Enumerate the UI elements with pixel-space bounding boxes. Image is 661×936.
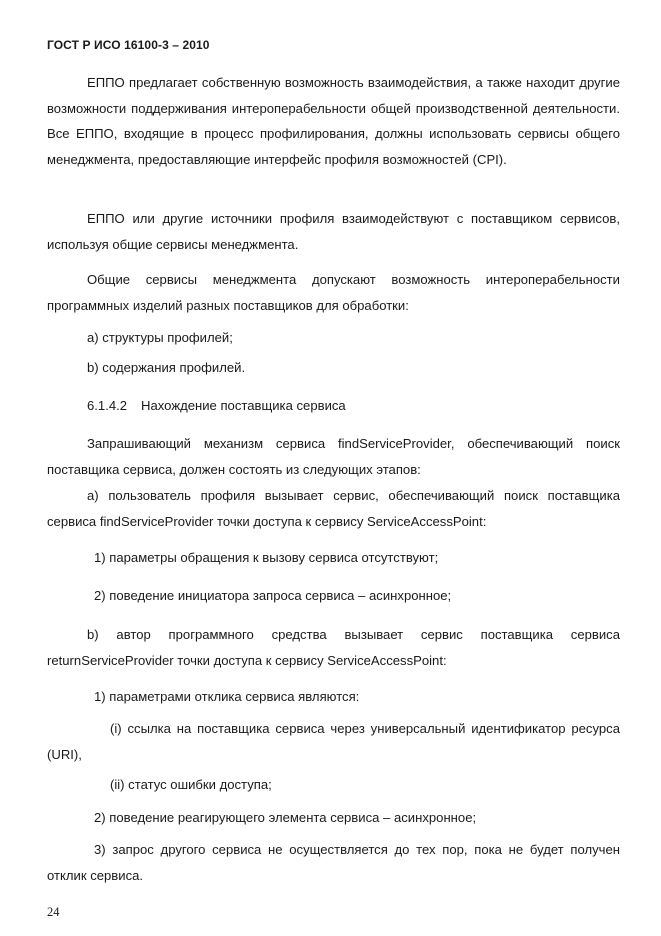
- step-b-2: 2) поведение реагирующего элемента сервиса – асинхронное;: [94, 810, 477, 825]
- paragraph-2: ЕППО или другие источники профиля взаимодействуют с поставщиком сервисов, используя общие сервисы менеджмента.: [47, 211, 620, 252]
- paragraph-4: Запрашивающий механизм сервиса findServiceProvider, обеспечивающий поиск поставщика сервиса, должен состоять из следующих этапов:: [47, 436, 620, 477]
- list-item-b: b) содержания профилей.: [87, 360, 246, 375]
- document-header: ГОСТ Р ИСО 16100-3 – 2010: [47, 38, 210, 52]
- step-b-1-ii: (ii) статус ошибки доступа;: [110, 777, 272, 792]
- section-title: Нахождение поставщика сервиса: [141, 398, 346, 413]
- paragraph-5: a) пользователь профиля вызывает сервис, обеспечивающий поиск поставщика сервиса findServiceProvider точки доступа к сервису ServiceAccessPoint:: [47, 488, 620, 529]
- section-number: 6.1.4.2: [87, 398, 128, 413]
- page-number: 24: [47, 905, 60, 919]
- paragraph-1: ЕППО предлагает собственную возможность взаимодействия, а также находит другие возможности поддерживания интероперабельности общей производственной деятельности. Все ЕППО, входящие в процесс профилирования, должны использовать сервисы общего менеджмента, предоставляющие интерфейс профиля возможностей (CPI).: [47, 75, 620, 167]
- step-b-1-i: (i) ссылка на поставщика сервиса через универсальный идентификатор ресурса (URI),: [47, 721, 620, 762]
- step-a-1: 1) параметры обращения к вызову сервиса отсутствуют;: [94, 550, 439, 565]
- paragraph-6: b) автор программного средства вызывает сервис поставщика сервиса returnServiceProvider точки доступа к сервису ServiceAccessPoint:: [47, 627, 620, 668]
- section-heading: [87, 396, 346, 416]
- step-b-3: 3) запрос другого сервиса не осуществляется до тех пор, пока не будет получен отклик сервиса.: [47, 842, 620, 883]
- step-a-2: 2) поведение инициатора запроса сервиса – асинхронное;: [94, 588, 452, 603]
- step-b-1: 1) параметрами отклика сервиса являются:: [94, 689, 360, 704]
- list-item-a: a) структуры профилей;: [87, 330, 233, 345]
- paragraph-3: Общие сервисы менеджмента допускают возможность интероперабельности программных изделий разных поставщиков для обработки:: [47, 272, 620, 313]
